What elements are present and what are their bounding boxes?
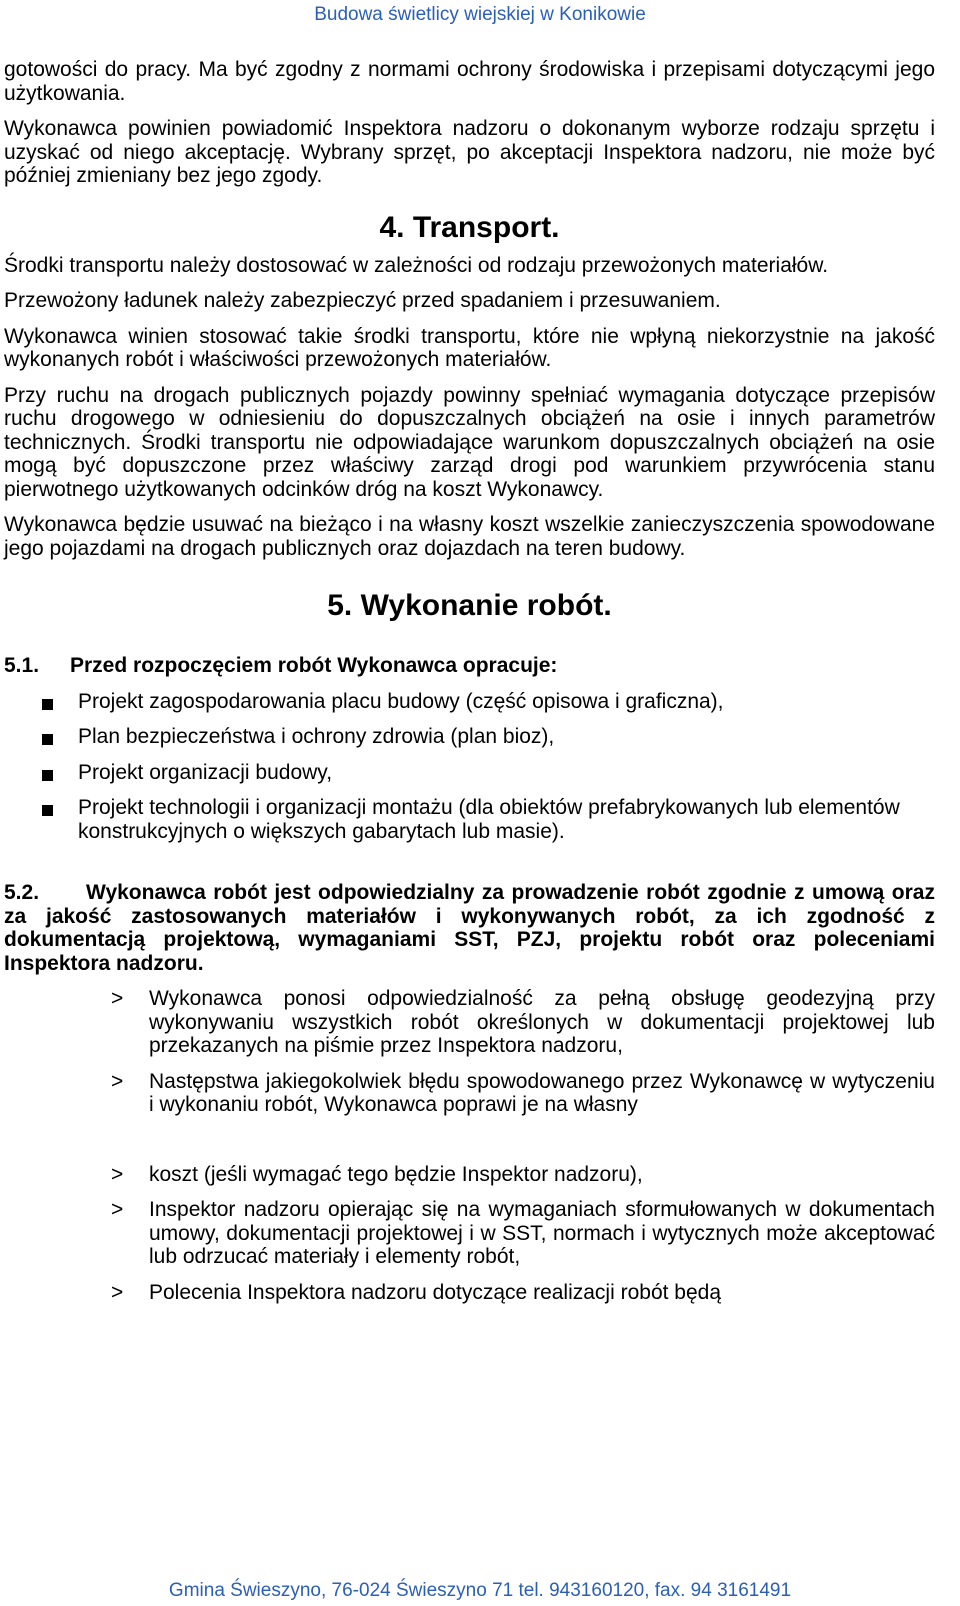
arrow-marker-icon: >	[111, 1280, 124, 1304]
subsection-5-2-title	[4, 881, 935, 975]
subsection-5-1-list	[4, 690, 935, 844]
section-5-heading: 5. Wykonanie robót.	[327, 589, 612, 622]
intro-paragraph-1: gotowości do pracy. Ma być zgodny z normami ochrony środowiska i przepisami dotyczącymi jego użytkowania.	[4, 58, 935, 105]
section-4-paragraph-2: Przewożony ładunek należy zabezpieczyć przed spadaniem i przesuwaniem.	[4, 289, 721, 312]
square-bullet-icon	[42, 699, 53, 710]
section-4-heading: 4. Transport.	[379, 210, 560, 244]
arrow-marker-icon: >	[111, 1162, 124, 1186]
section-4-paragraph-3: Wykonawca winien stosować takie środki transportu, które nie wpłyną niekorzystnie na jakość wykonanych robót i właściwości przewożonych materiałów.	[4, 324, 935, 371]
section-4-paragraph-4: Przy ruchu na drogach publicznych pojazdy powinny spełniać wymagania dotyczące przepisów ruchu drogowego w odniesieniu do dopuszczalnych obciążeń na osie i innych parametrów technicznych. Środki transportu nie odpowiadające warunkom dopuszczalnych obciążeń na osie mogą być dopuszczone przez właściwy zarząd drogi pod warunkiem przywrócenia stanu pierwotnego użytkowanych odcinków dróg na koszt Wykonawcy.	[4, 383, 935, 501]
arrow-marker-icon: >	[111, 1069, 124, 1093]
list-item: Projekt technologii i organizacji montażu (dla obiektów prefabrykowanych lub elementów konstrukcyjnych o większych gabarytach lub masie).	[4, 796, 935, 843]
subsection-5-1-number: 5.1.	[4, 654, 40, 677]
intro-paragraph-2: Wykonawca powinien powiadomić Inspektora nadzoru o dokonanym wyborze rodzaju sprzętu i uzyskać od niego akceptację. Wybrany sprzęt, po akceptacji Inspektora nadzoru, nie może być później zmieniany bez jego zgody.	[4, 117, 935, 187]
list-item: Plan bezpieczeństwa i ochrony zdrowia (plan bioz),	[4, 725, 935, 749]
square-bullet-icon	[42, 734, 53, 745]
document-body	[4, 58, 935, 1304]
subsection-5-1-title	[4, 654, 935, 678]
list-item: > Wykonawca ponosi odpowiedzialność za pełną obsługę geodezyjną przy wykonywaniu wszystkich robót określonych w dokumentacji projektowej lub przekazanych na piśmie przez Inspektora nadzoru,	[111, 987, 935, 1057]
square-bullet-icon	[42, 770, 53, 781]
list-item: Projekt organizacji budowy,	[4, 761, 935, 785]
list-item: > Polecenia Inspektora nadzoru dotyczące realizacji robót będą	[111, 1280, 722, 1304]
list-item: Projekt zagospodarowania placu budowy (część opisowa i graficzna),	[4, 690, 935, 714]
section-4-paragraph-5: Wykonawca będzie usuwać na bieżąco i na własny koszt wszelkie zanieczyszczenia spowodowane jego pojazdami na drogach publicznych oraz dojazdach na teren budowy.	[4, 513, 935, 560]
subsection-5-1-text: Przed rozpoczęciem robót Wykonawca opracuje:	[70, 654, 558, 677]
page-footer: Gmina Świeszyno, 76-024 Świeszyno 71 tel. 943160120, fax. 94 3161491	[168, 1580, 792, 1601]
arrow-marker-icon: >	[111, 987, 124, 1010]
subsection-5-2-list	[4, 987, 935, 1304]
section-4-paragraph-1: Środki transportu należy dostosować w zależności od rodzaju przewożonych materiałów.	[4, 253, 829, 277]
list-item: > koszt (jeśli wymagać tego będzie Inspektor nadzoru),	[111, 1162, 643, 1186]
list-item: > Następstwa jakiegokolwiek błędu spowodowanego przez Wykonawcę w wytyczeniu i wykonaniu robót, Wykonawca poprawi je na własny	[111, 1069, 935, 1116]
arrow-marker-icon: >	[111, 1198, 124, 1221]
subsection-5-2-text: Wykonawca robót jest odpowiedzialny za prowadzenie robót zgodnie z umową oraz za jakość zastosowanych materiałów i wykonywanych robót, za ich zgodność z dokumentacją projektową, wymaganiami SST, PZJ, projektu robót oraz poleceniami Inspektora nadzoru.	[4, 881, 935, 975]
square-bullet-icon	[42, 805, 53, 816]
page-header: Budowa świetlicy wiejskiej w Konikowie	[314, 4, 646, 25]
list-item: > Inspektor nadzoru opierając się na wymaganiach sformułowanych w dokumentach umowy, dokumentacji projektowej i w SST, normach i wytycznych może akceptować lub odrzucać materiały i elementy robót,	[111, 1198, 935, 1268]
subsection-5-2-number: 5.2.	[4, 881, 40, 904]
